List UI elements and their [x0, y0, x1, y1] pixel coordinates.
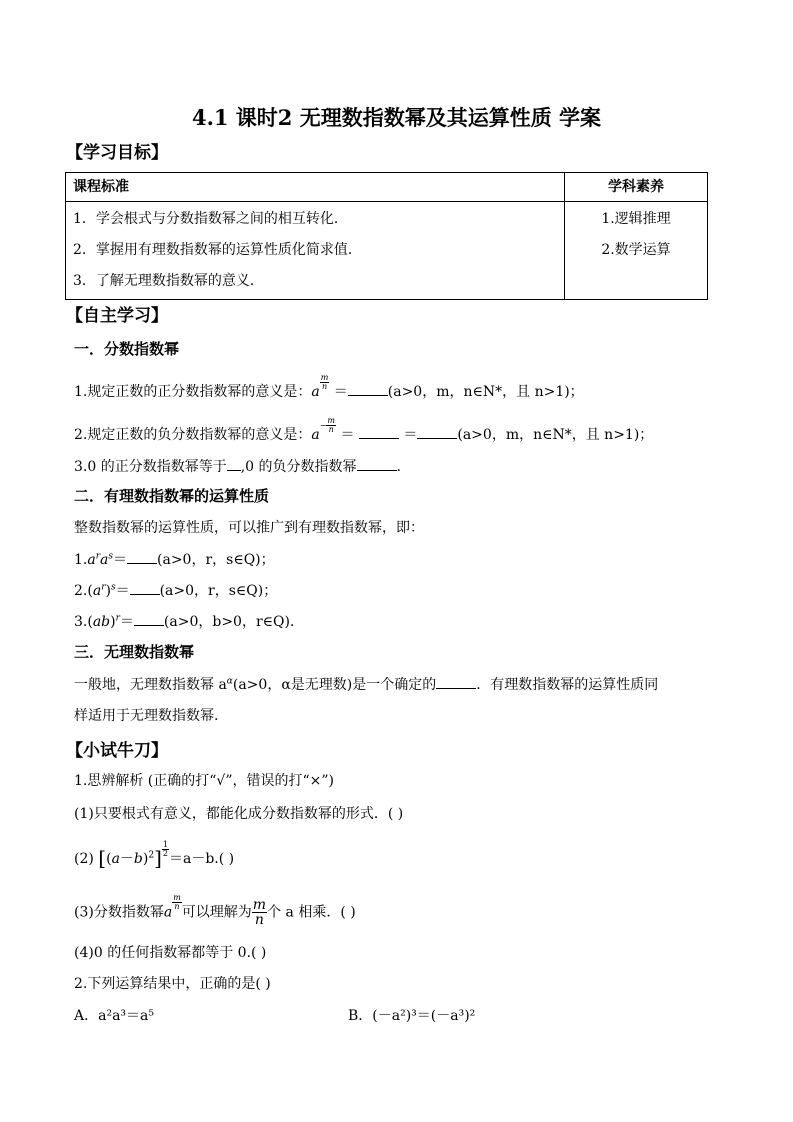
section-goals-heading: 【学习目标】 — [66, 143, 168, 163]
literacy-item: 1.逻辑推理 — [601, 211, 671, 227]
q1-3-text: 可以理解为 — [181, 904, 252, 921]
part3-text: ．有理数指数幂的运算性质同 — [476, 677, 659, 693]
part3-line2: 样适用于无理数指数幂. — [74, 708, 219, 724]
goals-table — [65, 172, 708, 300]
part3-text: 一般地，无理数指数幂 a — [74, 677, 227, 693]
standard-item: 3．了解无理数指数幂的意义． — [73, 273, 264, 289]
practice-q1-1: (1)只要根式有意义，都能化成分数指数幂的形式．( ) — [74, 806, 404, 822]
page-title: 4.1 课时2 无理数指数幂及其运算性质 学案 — [191, 105, 602, 130]
goals-header-standards: 课程标准 — [66, 173, 565, 202]
item1-condition: (a>0，m，n∈N*，且 n>1)； — [387, 384, 584, 401]
blank[interactable] — [130, 580, 160, 595]
blank[interactable] — [348, 381, 388, 396]
item3-text: ,0 的负分数指数幂 — [240, 459, 357, 475]
part1-item1: 1.规定正数的正分数指数幂的意义是：a $^{\frac{m}{n}}$ ＝ (a>0，m，n∈N*，且 n>1)； — [74, 373, 584, 401]
blank[interactable] — [227, 456, 241, 471]
rule3-condition: (a>0，b>0，r∈Q)． — [163, 614, 304, 630]
standard-item: 2．掌握用有理数指数幂的运算性质化简求值． — [73, 242, 362, 258]
goals-header-literacy: 学科素养 — [565, 173, 708, 202]
item1-text: 1.规定正数的正分数指数幂的意义是： — [74, 384, 312, 401]
part2-intro: 整数指数幂的运算性质，可以推广到有理数指数幂，即： — [74, 520, 424, 536]
part1-item3 — [74, 456, 401, 476]
rule2-condition: (a>0，r，s∈Q)； — [159, 583, 278, 599]
part1-item2: 2.规定正数的负分数指数幂的意义是：$a^{- \frac{m}{n}}$ ＝ ＝ (a>0，m，n∈N*，且 n>1)； — [74, 416, 654, 444]
blank[interactable] — [134, 611, 164, 626]
practice-q1-title: 1.思辨解析 (正确的打“√”，错误的打“×”) — [74, 773, 335, 789]
q1-2-text: ＝a－b.( ) — [169, 851, 235, 867]
blank[interactable] — [359, 424, 399, 439]
practice-q1-4: (4)0 的任何指数幂都等于 0.( ) — [74, 945, 267, 961]
part2-rule2: $2.(a^r)^s= (a>0$，r，s∈Q)； — [74, 580, 277, 600]
practice-q2-title: 2.下列运算结果中，正确的是( ) — [74, 976, 271, 992]
blank[interactable] — [436, 674, 476, 689]
part2-rule3: 3.(ab)$^r$＝ (a>0，b>0，r∈Q)． — [74, 611, 304, 631]
item2-condition: (a>0，m，n∈N*，且 n>1)； — [457, 427, 654, 444]
q1-3-text: 个 a 相乘．( ) — [267, 904, 356, 921]
part1-heading: 一．分数指数幂 — [74, 340, 180, 358]
practice-q1-3: (3)分数指数幂a $^{\frac{m}{n}}$ 可以理解为 $\frac{m}{n}$ 个 a 相乘．( ) — [74, 893, 356, 928]
part3-line1: 一般地，无理数指数幂 $a^\alpha(a>0$，α是无理数)是一个确定的 ．有理数指数幂的运算性质同 — [74, 674, 658, 694]
part3-heading: 三．无理数指数幂 — [74, 643, 195, 661]
literacy-item: 2.数学运算 — [601, 242, 671, 258]
part3-text: (a>0，α是无理数)是一个确定的 — [232, 677, 437, 693]
option-a[interactable]: A．a²a³＝a⁵ — [74, 1008, 154, 1024]
part2-rule1: $1.a^ra^s= (a>0$，r，s∈Q)； — [74, 549, 275, 569]
standard-item: 1．学会根式与分数指数幂之间的相互转化． — [73, 211, 348, 227]
q1-3-text: (3)分数指数幂 — [74, 904, 164, 921]
section-self-study-heading: 【自主学习】 — [66, 306, 168, 326]
practice-q1-2: (2) $[(a-b)^2]$ $^{\frac{1}{2}}$ ＝a－b.( ) — [74, 839, 235, 870]
rule1-condition: (a>0，r，s∈Q)； — [157, 552, 275, 568]
blank[interactable] — [127, 549, 157, 564]
part2-heading: 二．有理数指数幂的运算性质 — [74, 487, 270, 505]
item3-text: 3.0 的正分数指数幂等于 — [74, 459, 227, 475]
item2-text: 2.规定正数的负分数指数幂的意义是： — [74, 427, 312, 444]
item3-text: . — [396, 459, 401, 475]
blank[interactable] — [357, 456, 397, 471]
option-b[interactable]: B．(－a²)³＝(－a³)² — [348, 1008, 476, 1024]
section-practice-heading: 【小试牛刀】 — [66, 741, 168, 761]
blank[interactable] — [417, 424, 457, 439]
